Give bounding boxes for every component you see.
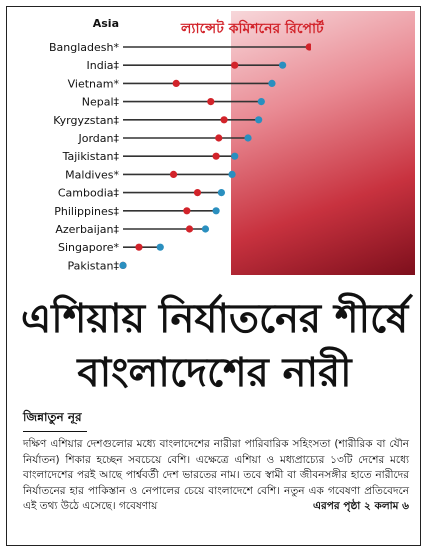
- continued-note: এরপর পৃষ্ঠা ২ কলাম ৬: [313, 500, 409, 512]
- report-label: ল্যান্সেট কমিশনের রিপোর্ট: [181, 21, 324, 37]
- high-value-point: [255, 116, 262, 123]
- tick-label: Kyrgyzstan‡: [53, 113, 119, 127]
- tick-label: India‡: [86, 59, 119, 73]
- low-value-point: [186, 225, 193, 232]
- byline-underline: [23, 431, 87, 432]
- headline-line-1: এশিয়ায় নির্যাতনের শীর্ষে: [20, 295, 409, 342]
- high-value-point: [157, 244, 164, 251]
- high-value-point: [213, 207, 220, 214]
- low-value-point: [213, 153, 220, 160]
- article-graphic: [11, 11, 415, 275]
- low-value-point: [207, 98, 214, 105]
- tick-label: Nepal‡: [81, 95, 119, 109]
- high-value-point: [268, 80, 275, 87]
- low-value-point: [194, 189, 201, 196]
- high-value-point: [258, 98, 265, 105]
- headline-line-2: বাংলাদেশের নারী: [77, 349, 352, 396]
- news-article: [6, 6, 421, 546]
- high-value-point: [218, 189, 225, 196]
- byline-block: [23, 409, 87, 432]
- tick-label: Pakistan‡: [67, 259, 119, 273]
- tick-label: Azerbaijan‡: [55, 223, 119, 236]
- tick-label: Tajikistan‡: [62, 150, 119, 164]
- high-value-point: [231, 153, 238, 160]
- tick-label: Jordan‡: [78, 132, 119, 145]
- low-value-point: [306, 43, 311, 50]
- tick-label: Cambodia‡: [57, 186, 119, 200]
- tick-label: Vietnam*: [67, 77, 119, 91]
- byline: জিন্নাতুন নূর: [23, 410, 82, 424]
- high-value-point: [119, 262, 126, 269]
- low-value-point: [173, 80, 180, 87]
- high-value-point: [279, 62, 286, 69]
- low-value-point: [220, 116, 227, 123]
- low-value-point: [135, 244, 142, 251]
- tick-label: Singapore*: [58, 241, 119, 255]
- low-value-point: [170, 171, 177, 178]
- high-value-point: [202, 225, 209, 232]
- low-value-point: [215, 134, 222, 141]
- tick-label: Maldives*: [65, 168, 119, 182]
- tick-label: Philippines‡: [54, 204, 119, 218]
- article-body-text: দক্ষিণ এশিয়ার দেশগুলোর মধ্যে বাংলাদেশের নারীরা পারিবারিক সহিংসতা (শারীরিক বা যৌন নির্যাতন) শিকার হচ্ছেন সবচেয়ে বেশি। এক্ষেত্রে এশিয়া ও মধ্যপ্রাচ্যের ১৩টি দেশের মধ্যে বাংলাদেশের পরই আছে পার্শ্ববর্তী দেশ ভারতের নাম। তবে স্বামী বা জীবনসঙ্গীর হাতে নারীদের নির্যাতনের হার পাকিস্তান ও নেপালের চেয়ে বাংলাদেশে বেশি। নতুন এক গবেষণা প্রতিবেদনে এই তথ্য উঠে এসেছে। গবেষণায়: [23, 438, 409, 512]
- dumbbell-chart: [11, 11, 311, 275]
- high-value-point: [228, 171, 235, 178]
- low-value-point: [183, 207, 190, 214]
- high-value-point: [244, 134, 251, 141]
- low-value-point: [231, 62, 238, 69]
- tick-label: Bangladesh*: [49, 41, 119, 54]
- article-body: [23, 437, 409, 515]
- chart-group-label: Asia: [92, 17, 119, 30]
